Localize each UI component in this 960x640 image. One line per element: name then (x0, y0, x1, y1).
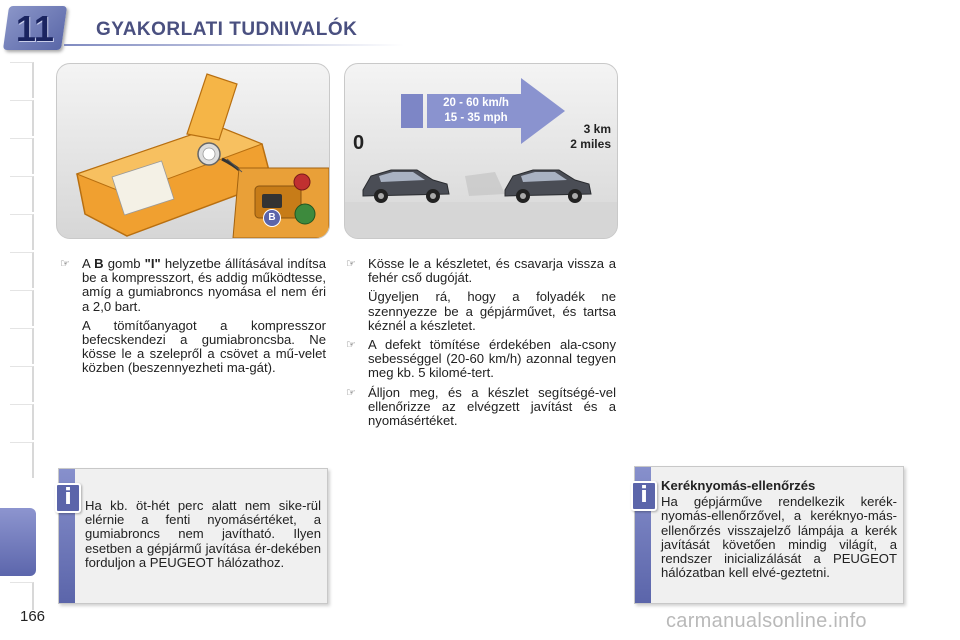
speed-label-mph: 15 - 35 mph (444, 112, 508, 124)
info-icon: i (631, 481, 657, 511)
button-b-label: B (94, 256, 104, 271)
side-tab[interactable] (10, 100, 34, 136)
distance-miles-label: 2 miles (570, 137, 611, 151)
side-tab-active[interactable] (0, 508, 36, 576)
inline-text: A (82, 256, 95, 271)
side-tab[interactable] (10, 138, 34, 174)
side-tab[interactable] (10, 176, 34, 212)
page-title: GYAKORLATI TUDNIVALÓK (96, 19, 358, 40)
side-tab-strip (0, 62, 34, 574)
inline-text: helyzetbe állításával indítsa be a kompresszort, és addig működtesse, amíg a gumiabroncs nyomása el nem éri a 2,0 bart. (82, 256, 326, 314)
side-tab[interactable] (10, 366, 34, 402)
list-item (346, 386, 616, 429)
side-tab[interactable] (10, 214, 34, 250)
watermark: carmanualsonline.info (666, 610, 867, 632)
bullet-icon: ☞ (346, 339, 356, 352)
car-icon-start (363, 170, 449, 203)
side-tab[interactable] (10, 62, 34, 98)
callout-b: B (263, 209, 281, 227)
list-item (60, 257, 326, 314)
left-text-column (60, 257, 326, 376)
inline-text: Álljon meg, és a készlet segítségé-vel ellenőrizze az elvégzett javítást és a nyomásértéket. (368, 384, 616, 429)
bullet-icon: ☞ (60, 258, 70, 270)
chapter-number: 11 (15, 8, 54, 49)
figure-drive-speed (344, 63, 618, 239)
side-tab[interactable] (10, 442, 34, 478)
right-text-column (346, 257, 616, 428)
info-icon: i (55, 483, 81, 513)
inline-text: gomb (103, 256, 145, 271)
compressor-illustration (57, 64, 329, 238)
side-tab[interactable] (10, 328, 34, 364)
car-icon-end (505, 170, 591, 203)
info-box-tyre-monitoring (634, 466, 904, 604)
side-tab[interactable] (10, 290, 34, 326)
drive-arrow-illustration (345, 64, 617, 238)
paragraph: Ügyeljen rá, hogy a folyadék ne szennyezze be a gépjárművet, és tartsa kéznél a készletet. (368, 289, 616, 333)
header-rule (64, 44, 404, 46)
info-heading: Keréknyomás-ellenőrzés (661, 478, 816, 493)
side-tab[interactable] (10, 404, 34, 440)
info-text-block (661, 479, 897, 580)
position-i-label: "I" (144, 256, 161, 271)
chapter-badge (3, 6, 67, 50)
paragraph: A tömítőanyagot a kompresszor befecskendezi a gumiabroncsba. Ne kösse le a szelepről a csövet a mű-velet közben (beszennyezheti ma-gát). (82, 317, 326, 376)
side-tab[interactable] (10, 582, 34, 610)
list-item (346, 338, 616, 381)
start-label: 0 (353, 132, 365, 154)
list-item (346, 257, 616, 285)
inline-text: Kösse le a készletet, és csavarja vissza a fehér cső dugóját. (368, 256, 616, 286)
page-number: 166 (20, 608, 46, 625)
info-text: Ha gépjárműve rendelkezik kerék-nyomás-ellenőrzővel, a keréknyo-más-ellenőrzés visszajelző lámpája a kerék javítását követően mindig világít, a rendszer inicializálását a PEUGEOT hálózatban kell elvé-geztetni. (661, 494, 897, 581)
bullet-icon: ☞ (346, 258, 356, 270)
info-box-pressure (58, 468, 328, 604)
figure-compressor (56, 63, 330, 239)
distance-km-label: 3 km (583, 122, 611, 136)
inline-text: A defekt tömítése érdekében ala-csony sebességgel (20-60 km/h) azonnal tegyen meg kb. 5 kilomé-tert. (368, 337, 616, 381)
bullet-icon: ☞ (346, 386, 356, 399)
info-text: Ha kb. öt-hét perc alatt nem sike-rül elérnie a fenti nyomásértéket, a gumiabroncs nem javítható. Ilyen esetben a gépjármű javítása ér-dekében forduljon a PEUGEOT hálózathoz. (85, 498, 321, 570)
speed-label-kmh: 20 - 60 km/h (443, 97, 509, 109)
side-tab[interactable] (10, 252, 34, 288)
